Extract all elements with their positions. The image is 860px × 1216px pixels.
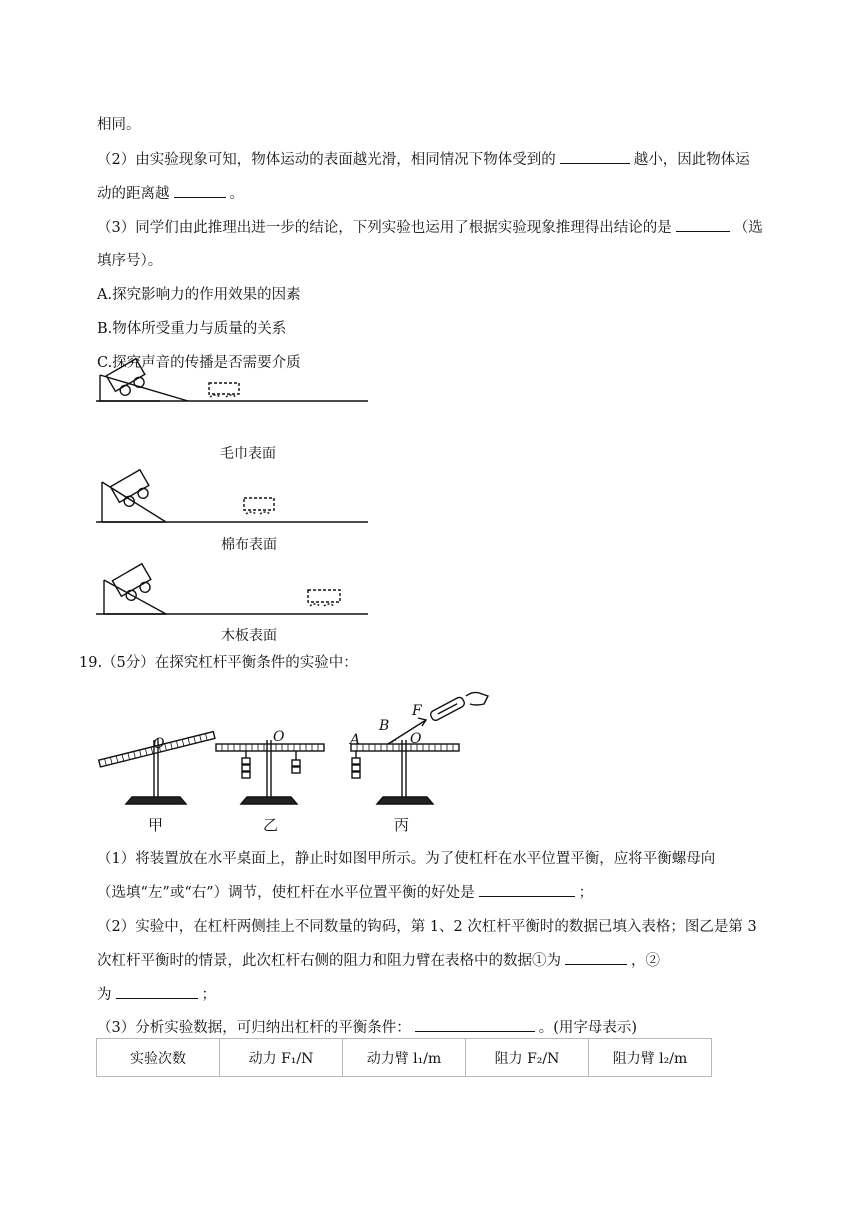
surface-label-cotton: 棉布表面 [221,537,277,553]
q19-p2-line2-text: 次杠杆平衡时的情景，此次杠杆右侧的阻力和阻力臂在表格中的数据①为 [97,953,561,969]
intro-text: 相同。 [97,117,141,133]
q19-p2-line3-end: ； [201,987,216,1003]
q19-p2-line3-text: 为 [97,987,112,1003]
q3-line1 [97,216,763,237]
point-a-label: A [350,732,361,748]
option-a: A.探究影响力的作用效果的因素 [97,287,301,303]
q19-p1-line2-text: （选填“左”或“右”）调节，使杠杆在水平位置平衡的好处是 [97,885,475,901]
option-b: B.物体所受重力与质量的关系 [97,321,287,337]
ramp-figure [96,375,376,645]
q3-part1: （3）同学们由此推理出进一步的结论，下列实验也运用了根据实验现象推理得出结论的是 [97,220,672,236]
q19-p1-line2 [97,881,593,902]
q19-p3 [97,1016,637,1037]
table-header-effort-force: 动力 F₁/N [220,1039,343,1077]
q3-line2: 填序号）。 [97,253,163,269]
pivot-label-yi: O [273,729,285,745]
point-b-label: B [379,718,390,734]
ramp-wood [96,564,368,614]
force-f-label: F [412,703,422,719]
surface-label-towel: 毛巾表面 [220,446,276,462]
q2-part1: （2）由实验现象可知，物体运动的表面越光滑，相同情况下物体受到的 [97,152,556,168]
q2-part2: 越小，因此物体运 [633,152,750,168]
q19-p2-line3 [97,983,216,1004]
lever-figure [96,682,496,822]
ramp-cotton [96,470,368,522]
q19-p3-end: 。(用字母表示) [538,1020,638,1036]
q19-p2-line2 [97,949,660,970]
q19-p2-line1: （2）实验中，在杠杆两侧挂上不同数量的钩码，第 1、2 次杠杆平衡时的数据已填入表格；图乙是第 3 [97,919,757,935]
q19-p1-line2-end: ； [578,885,594,901]
q2-line2-end: 。 [229,186,244,202]
q2-line2 [97,182,244,203]
caption-yi: 乙 [263,816,279,834]
caption-bing: 丙 [394,816,410,834]
answer-blank-benefit[interactable] [479,882,575,897]
q19-p2-line2-end: ，② [631,953,660,969]
option-c: C.探究声音的传播是否需要介质 [97,355,301,371]
answer-blank-2[interactable] [116,984,198,999]
q19-p1-line1: （1）将装置放在水平桌面上，静止时如图甲所示。为了使杠杆在水平位置平衡，应将平衡螺母向 [97,851,716,867]
q3-part2: （选 [733,220,763,236]
q2-line2-text: 动的距离越 [97,186,170,202]
table-header-load-force: 阻力 F₂/N [466,1039,589,1077]
table-header-effort-arm: 动力臂 l₁/m [343,1039,466,1077]
q19-header: 19.（5分）在探究杠杆平衡条件的实验中： [79,655,358,671]
answer-blank-1[interactable] [565,950,627,965]
q2-line1 [97,148,750,169]
table-header-trial: 实验次数 [97,1039,220,1077]
lever-yi [216,740,324,804]
pivot-label-bing: O [410,731,422,747]
answer-blank-condition[interactable] [415,1017,535,1032]
answer-blank-distance[interactable] [174,183,226,198]
q19-p3-text: （3）分析实验数据，可归纳出杠杆的平衡条件： [97,1020,411,1036]
surface-label-wood: 木板表面 [221,628,277,644]
table-header-load-arm: 阻力臂 l₂/m [589,1039,712,1077]
pivot-label-jia: O [153,736,165,752]
table-header-row [97,1039,712,1077]
answer-blank-option[interactable] [676,217,730,232]
caption-jia: 甲 [148,816,164,834]
answer-blank-friction[interactable] [560,149,630,164]
experiment-table [96,1038,712,1077]
